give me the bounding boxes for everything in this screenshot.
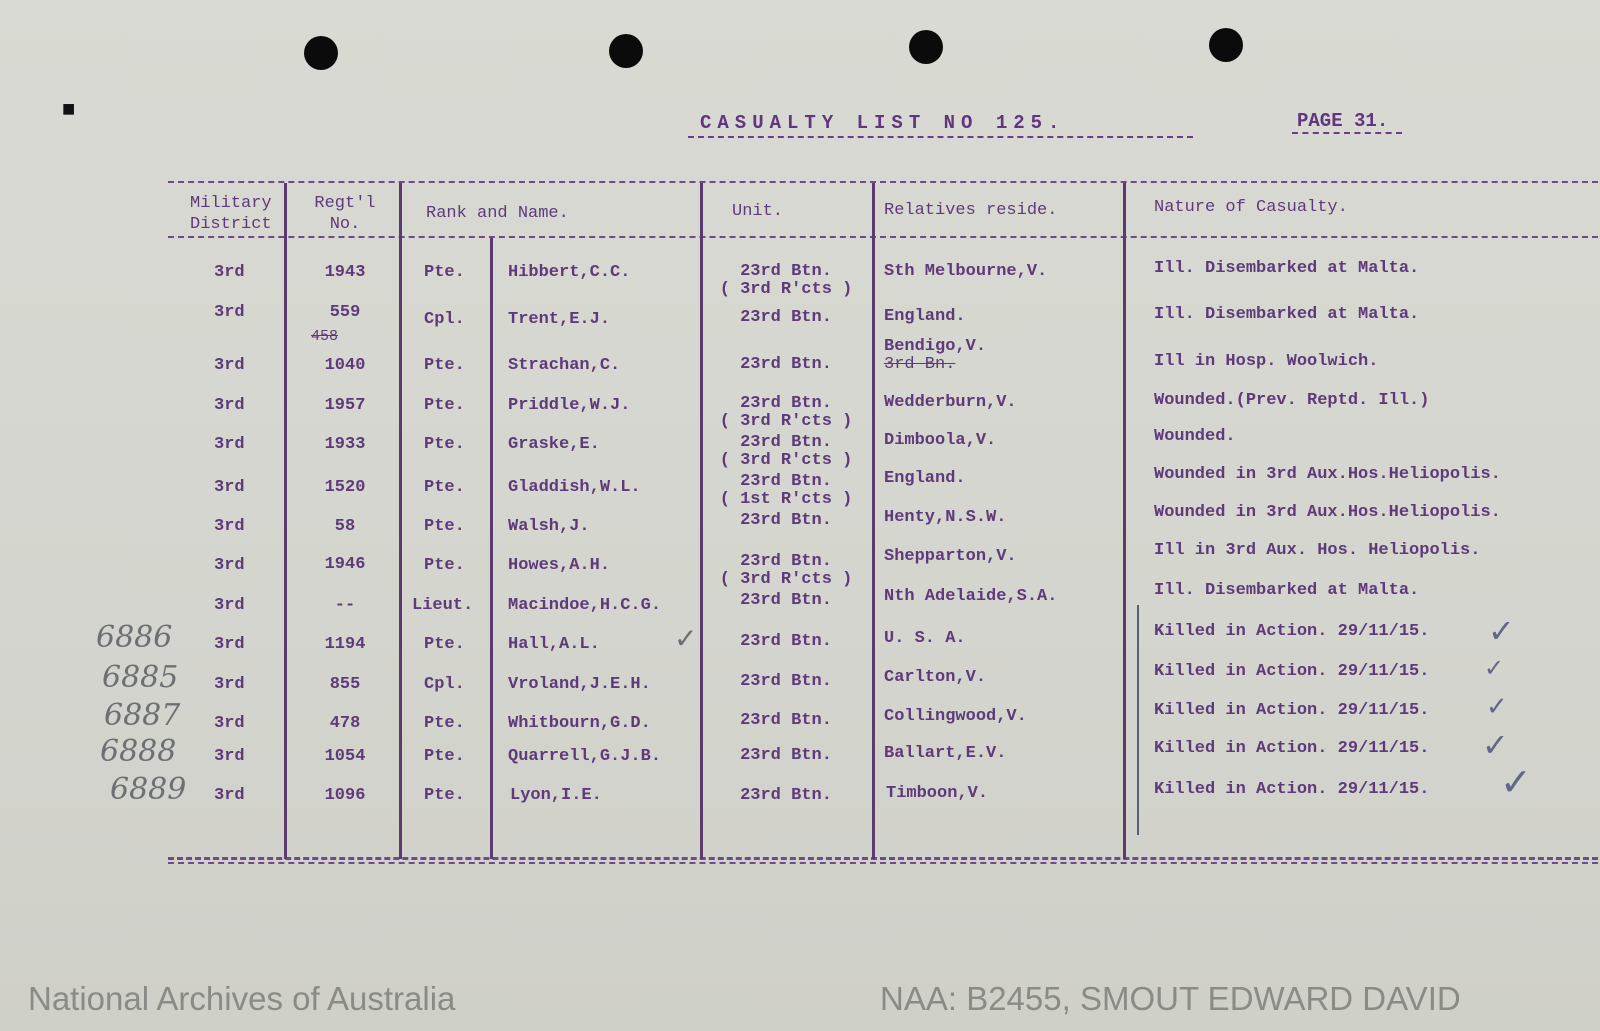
rank-cell: Pte. xyxy=(424,747,465,766)
header-unit: Unit. xyxy=(732,202,784,221)
name-cell: Walsh,J. xyxy=(508,517,590,536)
relatives-note: 3rd Bn. xyxy=(884,355,956,374)
header-relatives: Relatives reside. xyxy=(884,201,1058,220)
relatives-cell: England. xyxy=(884,469,966,488)
header-rank-name: Rank and Name. xyxy=(426,204,569,223)
relatives-cell: Shepparton,V. xyxy=(884,547,1017,566)
regt-cell: 1520 xyxy=(324,478,366,497)
district-cell: 3rd xyxy=(214,435,245,454)
name-cell: Priddle,W.J. xyxy=(508,396,631,415)
column-divider xyxy=(284,183,287,859)
unit-cell: 23rd Btn. xyxy=(740,262,832,281)
district-cell: 3rd xyxy=(214,263,245,282)
header-district: Military District xyxy=(190,194,272,234)
nature-cell: Killed in Action. 29/11/15. xyxy=(1154,780,1430,799)
rank-cell: Cpl. xyxy=(424,310,465,329)
pencil-annotation: 6886 xyxy=(96,620,173,655)
nature-cell: Ill in 3rd Aux. Hos. Heliopolis. xyxy=(1154,541,1481,560)
regt-note: 458 xyxy=(311,328,339,345)
unit-cell: 23rd Btn. xyxy=(740,433,832,452)
relatives-cell: Dimboola,V. xyxy=(884,431,997,450)
unit-cell: 23rd Btn. xyxy=(740,511,832,530)
regt-cell: 1943 xyxy=(324,263,366,282)
district-cell: 3rd xyxy=(214,786,245,805)
district-cell: 3rd xyxy=(214,517,245,536)
name-cell: Graske,E. xyxy=(508,435,600,454)
column-divider xyxy=(490,238,493,859)
table-bottom-rule-2 xyxy=(168,862,1598,864)
regt-cell: 478 xyxy=(329,714,361,733)
unit-note-cell: ( 3rd R'cts ) xyxy=(719,451,853,470)
unit-cell: 23rd Btn. xyxy=(740,308,832,327)
nature-cell: Killed in Action. 29/11/15. xyxy=(1154,622,1430,641)
rank-cell: Pte. xyxy=(424,517,465,536)
pencil-margin-line xyxy=(1137,605,1139,835)
name-cell: Gladdish,W.L. xyxy=(508,478,641,497)
regt-cell: 855 xyxy=(329,675,361,694)
relatives-cell: Sth Melbourne,V. xyxy=(884,262,1048,281)
title-underline xyxy=(688,136,1193,138)
district-cell: 3rd xyxy=(214,675,245,694)
page-underline xyxy=(1292,132,1402,134)
rank-cell: Pte. xyxy=(424,396,465,415)
unit-cell: 23rd Btn. xyxy=(740,394,832,413)
rank-cell: Pte. xyxy=(424,635,465,654)
district-cell: 3rd xyxy=(214,635,245,654)
punch-hole xyxy=(304,36,338,70)
column-divider xyxy=(872,183,875,859)
rank-cell: Pte. xyxy=(424,263,465,282)
column-divider xyxy=(700,183,703,859)
checkmark-icon: ✓ xyxy=(1500,760,1532,804)
footer-reference: NAA: B2455, SMOUT EDWARD DAVID xyxy=(880,980,1461,1017)
nature-cell: Ill. Disembarked at Malta. xyxy=(1154,581,1420,600)
name-cell: Lyon,I.E. xyxy=(510,786,602,805)
table-top-rule xyxy=(168,181,1598,183)
checkmark-icon: ✓ xyxy=(1484,654,1505,682)
name-cell: Macindoe,H.C.G. xyxy=(508,596,662,615)
name-cell: Trent,E.J. xyxy=(508,310,611,329)
relatives-cell: U. S. A. xyxy=(884,629,966,648)
stray-mark-icon: ■ xyxy=(62,98,76,123)
name-cell: Hibbert,C.C. xyxy=(508,263,631,282)
relatives-cell: Nth Adelaide,S.A. xyxy=(884,587,1058,606)
rank-cell: Pte. xyxy=(424,356,465,375)
name-cell: Strachan,C. xyxy=(508,356,621,375)
regt-cell: 58 xyxy=(334,517,356,536)
unit-cell: 23rd Btn. xyxy=(740,632,832,651)
district-cell: 3rd xyxy=(214,303,245,322)
rank-cell: Pte. xyxy=(424,478,465,497)
relatives-cell: Collingwood,V. xyxy=(884,707,1027,726)
district-cell: 3rd xyxy=(214,396,245,415)
relatives-cell: Bendigo,V. xyxy=(884,337,987,356)
relatives-cell: Timboon,V. xyxy=(886,784,989,803)
relatives-cell: Henty,N.S.W. xyxy=(884,508,1007,527)
pencil-annotation: 6889 xyxy=(110,772,187,807)
unit-cell: 23rd Btn. xyxy=(740,355,832,374)
table-bottom-rule xyxy=(168,857,1598,860)
checkmark-icon: ✓ xyxy=(1486,692,1508,722)
name-cell: Quarrell,G.J.B. xyxy=(508,747,662,766)
checkmark-icon: ✓ xyxy=(1488,612,1515,650)
relatives-cell: Ballart,E.V. xyxy=(884,744,1007,763)
regt-cell: 559 xyxy=(329,303,361,322)
nature-cell: Killed in Action. 29/11/15. xyxy=(1154,739,1430,758)
rank-cell: Pte. xyxy=(424,786,465,805)
punch-hole xyxy=(909,30,943,64)
unit-note-cell: ( 3rd R'cts ) xyxy=(719,412,853,431)
relatives-cell: Carlton,V. xyxy=(884,668,987,687)
rank-cell: Pte. xyxy=(424,556,465,575)
page-number: PAGE 31. xyxy=(1297,110,1389,132)
relatives-cell: Wedderburn,V. xyxy=(884,393,1017,412)
regt-cell: 1946 xyxy=(324,555,366,574)
unit-cell: 23rd Btn. xyxy=(740,552,832,571)
header-nature: Nature of Casualty. xyxy=(1154,198,1348,217)
name-cell: Vroland,J.E.H. xyxy=(508,675,651,694)
nature-cell: Wounded.(Prev. Reptd. Ill.) xyxy=(1154,391,1430,410)
regt-cell: -- xyxy=(334,596,356,615)
district-cell: 3rd xyxy=(214,747,245,766)
district-cell: 3rd xyxy=(214,714,245,733)
name-cell: Howes,A.H. xyxy=(508,556,611,575)
nature-cell: Ill in Hosp. Woolwich. xyxy=(1154,352,1379,371)
unit-cell: 23rd Btn. xyxy=(740,672,832,691)
column-divider xyxy=(1123,183,1126,859)
unit-cell: 23rd Btn. xyxy=(740,746,832,765)
unit-cell: 23rd Btn. xyxy=(740,472,832,491)
pencil-annotation: 6888 xyxy=(100,734,177,769)
regt-cell: 1040 xyxy=(324,356,366,375)
rank-cell: Lieut. xyxy=(412,596,474,615)
nature-cell: Killed in Action. 29/11/15. xyxy=(1154,662,1430,681)
punch-hole xyxy=(1209,28,1243,62)
relatives-cell: England. xyxy=(884,307,966,326)
checkmark-icon: ✓ xyxy=(1482,726,1509,764)
nature-cell: Wounded in 3rd Aux.Hos.Heliopolis. xyxy=(1154,503,1501,522)
nature-cell: Wounded in 3rd Aux.Hos.Heliopolis. xyxy=(1154,465,1501,484)
regt-cell: 1194 xyxy=(324,635,366,654)
nature-cell: Killed in Action. 29/11/15. xyxy=(1154,701,1430,720)
regt-cell: 1957 xyxy=(324,396,366,415)
nature-cell: Wounded. xyxy=(1154,427,1236,446)
rank-cell: Pte. xyxy=(424,435,465,454)
column-divider xyxy=(399,183,402,859)
regt-cell: 1054 xyxy=(324,747,366,766)
unit-cell: 23rd Btn. xyxy=(740,711,832,730)
checkmark-icon: ✓ xyxy=(674,622,698,655)
nature-cell: Ill. Disembarked at Malta. xyxy=(1154,259,1420,278)
district-cell: 3rd xyxy=(214,596,245,615)
rank-cell: Cpl. xyxy=(424,675,465,694)
unit-note-cell: ( 1st R'cts ) xyxy=(719,490,853,509)
unit-cell: 23rd Btn. xyxy=(740,591,832,610)
punch-hole xyxy=(609,34,643,68)
pencil-annotation: 6887 xyxy=(104,698,181,733)
regt-cell: 1933 xyxy=(324,435,366,454)
name-cell: Whitbourn,G.D. xyxy=(508,714,651,733)
header-rule xyxy=(168,236,1598,238)
rank-cell: Pte. xyxy=(424,714,465,733)
name-cell: Hall,A.L. xyxy=(508,635,600,654)
district-cell: 3rd xyxy=(214,356,245,375)
unit-note-cell: ( 3rd R'cts ) xyxy=(719,280,853,299)
unit-cell: 23rd Btn. xyxy=(740,786,832,805)
footer-archive: National Archives of Australia xyxy=(28,980,456,1017)
regt-cell: 1096 xyxy=(324,786,366,805)
document-title: CASUALTY LIST NO 125. xyxy=(700,112,1066,134)
nature-cell: Ill. Disembarked at Malta. xyxy=(1154,305,1420,324)
header-regt: Regt'l No. xyxy=(314,194,376,234)
unit-note-cell: ( 3rd R'cts ) xyxy=(719,570,853,589)
district-cell: 3rd xyxy=(214,556,245,575)
district-cell: 3rd xyxy=(214,478,245,497)
pencil-annotation: 6885 xyxy=(102,660,179,695)
